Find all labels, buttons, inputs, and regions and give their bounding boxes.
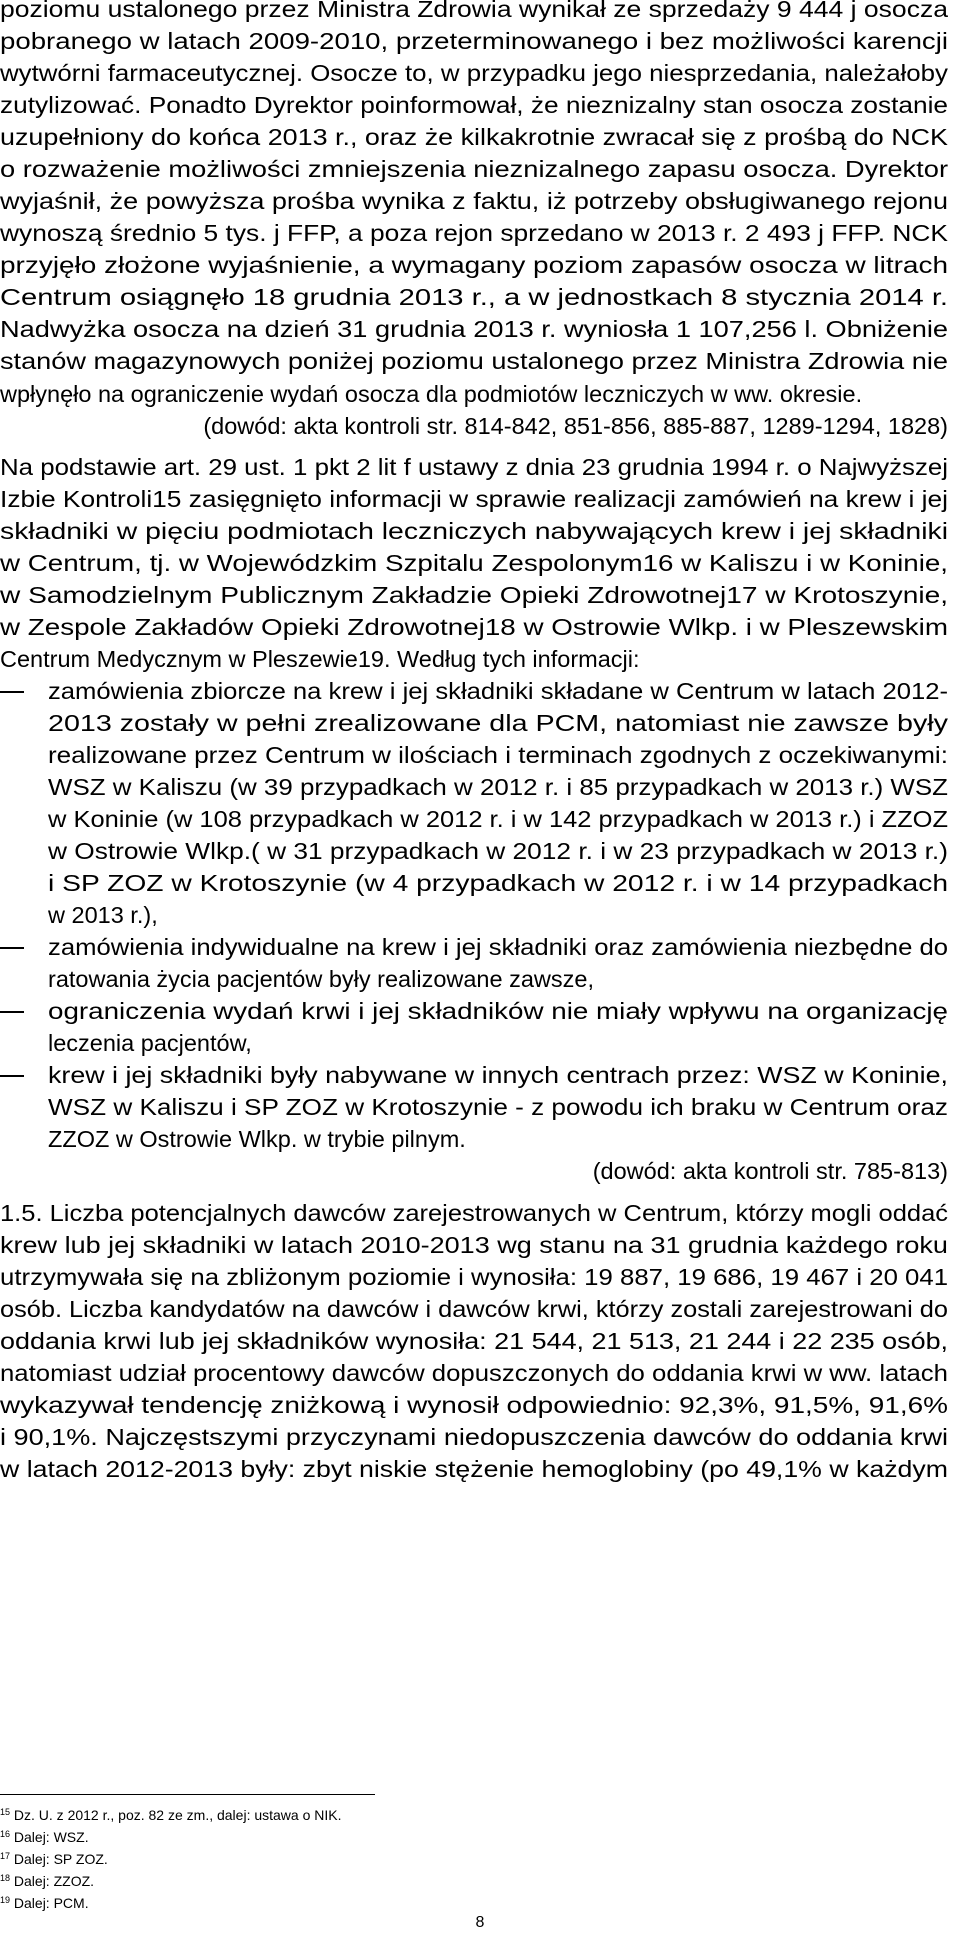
text-line <box>0 250 960 281</box>
line-text: wytwórni farmaceutycznej. Osocze to, w przypadku jego niesprzedania, należałoby <box>0 60 948 86</box>
list-item <box>0 996 960 1027</box>
text-line <box>0 1326 960 1357</box>
line-text: 2013 zostały w pełni zrealizowane dla PCM, natomiast nie zawsze były <box>48 710 948 736</box>
evidence-citation <box>0 411 960 442</box>
text-line <box>0 1124 960 1155</box>
text-line <box>0 740 960 771</box>
line-text: w latach 2012-2013 były: zbyt niskie stężenie hemoglobiny (po 49,1% w każdym <box>0 1456 948 1482</box>
line-text: i SP ZOZ w Krotoszynie (w 4 przypadkach w 2012 r. i w 14 przypadkach <box>48 870 949 896</box>
footnote-number: 17 <box>0 1851 11 1861</box>
text-line <box>0 26 960 57</box>
line-text: o rozważenie możliwości zmniejszenia nieznizalnego zapasu osocza. Dyrektor <box>0 156 949 182</box>
footnote-number: 16 <box>0 1829 11 1839</box>
line-text: krew i jej składniki były nabywane w innych centrach przez: WSZ w Koninie, <box>48 1062 948 1088</box>
line-text: uzupełniony do końca 2013 r., oraz że kilkakrotnie zwracał się z prośbą do NCK <box>0 124 949 150</box>
line-text: realizowane przez Centrum w ilościach i terminach zgodnych z oczekiwanymi: <box>48 742 948 768</box>
dash-bullet-icon <box>0 1011 24 1013</box>
text-line <box>0 1358 960 1389</box>
line-text: utrzymywała się na zbliżonym poziomie i wynosiła: 19 887, 19 686, 19 467 i 20 041 <box>0 1264 949 1290</box>
text-line <box>0 580 960 611</box>
line-text: stanów magazynowych poniżej poziomu ustalonego przez Ministra Zdrowia nie <box>0 348 948 374</box>
line-text: wynoszą średnio 5 tys. j FFP, a poza rejon sprzedano w 2013 r. 2 493 j FFP. NCK <box>0 220 948 246</box>
text-line <box>0 122 960 153</box>
line-text: w 2013 r.), <box>48 902 158 928</box>
text-line <box>0 379 960 410</box>
dash-bullet-icon <box>0 691 24 693</box>
text-line <box>0 1092 960 1123</box>
text-line <box>0 964 960 995</box>
line-text: składniki w pięciu podmiotach leczniczych nabywających krew i jej składniki <box>0 518 949 544</box>
text-line <box>0 1198 960 1229</box>
line-text: Centrum Medycznym w Pleszewie19. Według tych informacji: <box>0 646 640 672</box>
line-text: w Centrum, tj. w Wojewódzkim Szpitalu Zespolonym16 w Kaliszu i w Koninie, <box>0 550 949 576</box>
line-text: (dowód: akta kontroli str. 785-813) <box>592 1158 948 1184</box>
line-text: (dowód: akta kontroli str. 814-842, 851-856, 885-887, 1289-1294, 1828) <box>203 413 948 439</box>
line-text: w Zespole Zakładów Opieki Zdrowotnej18 w Ostrowie Wlkp. i w Pleszewskim <box>0 614 948 640</box>
line-text: natomiast udział procentowy dawców dopuszczonych do oddania krwi w ww. latach <box>0 1360 948 1386</box>
line-text: zamówienia zbiorcze na krew i jej składniki składane w Centrum w latach 2012- <box>48 678 949 704</box>
dash-bullet-icon <box>0 1075 24 1077</box>
line-text: Na podstawie art. 29 ust. 1 pkt 2 lit f ustawy z dnia 23 grudnia 1994 r. o Najwyższej <box>0 454 948 480</box>
text-line <box>0 1422 960 1453</box>
text-line <box>0 900 960 931</box>
text-line <box>0 644 960 675</box>
line-text: wykazywał tendencję zniżkową i wynosił odpowiednio: 92,3%, 91,5%, 91,6% <box>0 1392 949 1418</box>
footnote <box>0 1848 600 1868</box>
text-line <box>0 346 960 377</box>
text-line <box>0 484 960 515</box>
line-text: i 90,1%. Najczęstszymi przyczynami niedopuszczenia dawców do oddania krwi <box>0 1424 949 1450</box>
footnote-number: 15 <box>0 1807 11 1817</box>
text-line <box>0 218 960 249</box>
line-text: w Samodzielnym Publicznym Zakładzie Opieki Zdrowotnej17 w Krotoszynie, <box>0 582 949 608</box>
text-line <box>0 1390 960 1421</box>
line-text: Izbie Kontroli15 zasięgnięto informacji w sprawie realizacji zamówień na krew i jej <box>0 486 949 512</box>
line-text: krew lub jej składniki w latach 2010-2013 wg stanu na 31 grudnia każdego roku <box>0 1232 948 1258</box>
line-text: ZZOZ w Ostrowie Wlkp. w trybie pilnym. <box>48 1126 466 1152</box>
footnote <box>0 1870 600 1890</box>
list-item <box>0 676 960 707</box>
footnote-text: Dalej: WSZ. <box>10 1829 89 1845</box>
line-text: Centrum osiągnęło 18 grudnia 2013 r., a w jednostkach 8 stycznia 2014 r. <box>0 284 949 310</box>
text-line <box>0 1262 960 1293</box>
text-line <box>0 90 960 121</box>
footnote <box>0 1892 600 1912</box>
text-line <box>0 1294 960 1325</box>
text-line <box>0 804 960 835</box>
text-line <box>0 1454 960 1485</box>
line-text: oddania krwi lub jej składników wynosiła: 21 544, 21 513, 21 244 i 22 235 osób, <box>0 1328 949 1354</box>
line-text: WSZ w Kaliszu (w 39 przypadkach w 2012 r. i 85 przypadkach w 2013 r.) WSZ <box>48 774 948 800</box>
text-line <box>0 548 960 579</box>
page-number: 8 <box>475 1914 485 1931</box>
line-text: wpłynęło na ograniczenie wydań osocza dla podmiotów leczniczych w ww. okresie. <box>0 381 863 407</box>
line-text: pobranego w latach 2009-2010, przeterminowanego i bez możliwości karencji <box>0 28 949 54</box>
list-item <box>0 932 960 963</box>
line-text: przyjęło złożone wyjaśnienie, a wymagany poziom zapasów osocza w litrach <box>0 252 948 278</box>
text-line <box>0 708 960 739</box>
text-line <box>0 772 960 803</box>
footnote-text: Dalej: ZZOZ. <box>10 1873 95 1889</box>
text-line <box>0 186 960 217</box>
text-line <box>0 1230 960 1261</box>
text-line <box>0 452 960 483</box>
text-line <box>0 58 960 89</box>
footnote-number: 19 <box>0 1895 11 1905</box>
line-text: zamówienia indywidualne na krew i jej składniki oraz zamówienia niezbędne do <box>48 934 949 960</box>
line-text: ograniczenia wydań krwi i jej składników nie miały wpływu na organizację <box>48 998 949 1024</box>
text-line <box>0 1028 960 1059</box>
line-text: poziomu ustalonego przez Ministra Zdrowia wynikał ze sprzedaży 9 444 j osocza <box>0 0 948 22</box>
line-text: leczenia pacjentów, <box>48 1030 252 1056</box>
line-text: wyjaśnił, że powyższa prośba wynika z faktu, iż potrzeby obsługiwanego rejonu <box>0 188 949 214</box>
line-text: w Ostrowie Wlkp.( w 31 przypadkach w 2012 r. i w 23 przypadkach w 2013 r.) <box>48 838 949 864</box>
line-text: zutylizować. Ponadto Dyrektor poinformował, że nieznizalny stan osocza zostanie <box>0 92 949 118</box>
footnote-number: 18 <box>0 1873 11 1883</box>
text-line <box>0 154 960 185</box>
text-line <box>0 282 960 313</box>
footnote <box>0 1826 600 1846</box>
footnote-text: Dalej: PCM. <box>10 1895 89 1911</box>
text-line <box>0 612 960 643</box>
footnote-text: Dz. U. z 2012 r., poz. 82 ze zm., dalej: ustawa o NIK. <box>10 1807 342 1823</box>
line-text: WSZ w Kaliszu i SP ZOZ w Krotoszynie - z powodu ich braku w Centrum oraz <box>48 1094 949 1120</box>
footnote <box>0 1804 600 1824</box>
line-text: w Koninie (w 108 przypadkach w 2012 r. i w 142 przypadkach w 2013 r.) i ZZOZ <box>48 806 949 832</box>
list-item <box>0 1060 960 1091</box>
line-text: Nadwyżka osocza na dzień 31 grudnia 2013 r. wyniosła 1 107,256 l. Obniżenie <box>0 316 949 342</box>
line-text: ratowania życia pacjentów były realizowane zawsze, <box>48 966 594 992</box>
text-line <box>0 836 960 867</box>
dash-bullet-icon <box>0 947 24 949</box>
footnote-text: Dalej: SP ZOZ. <box>10 1851 108 1867</box>
line-text: osób. Liczba kandydatów na dawców i dawców krwi, którzy zostali zarejestrowani do <box>0 1296 948 1322</box>
text-line <box>0 314 960 345</box>
line-text: 1.5. Liczba potencjalnych dawców zarejestrowanych w Centrum, którzy mogli oddać <box>0 1200 949 1226</box>
footnote-separator <box>0 1794 375 1795</box>
text-line <box>0 516 960 547</box>
evidence-citation <box>0 1156 960 1187</box>
text-line <box>0 0 960 25</box>
text-line <box>0 868 960 899</box>
